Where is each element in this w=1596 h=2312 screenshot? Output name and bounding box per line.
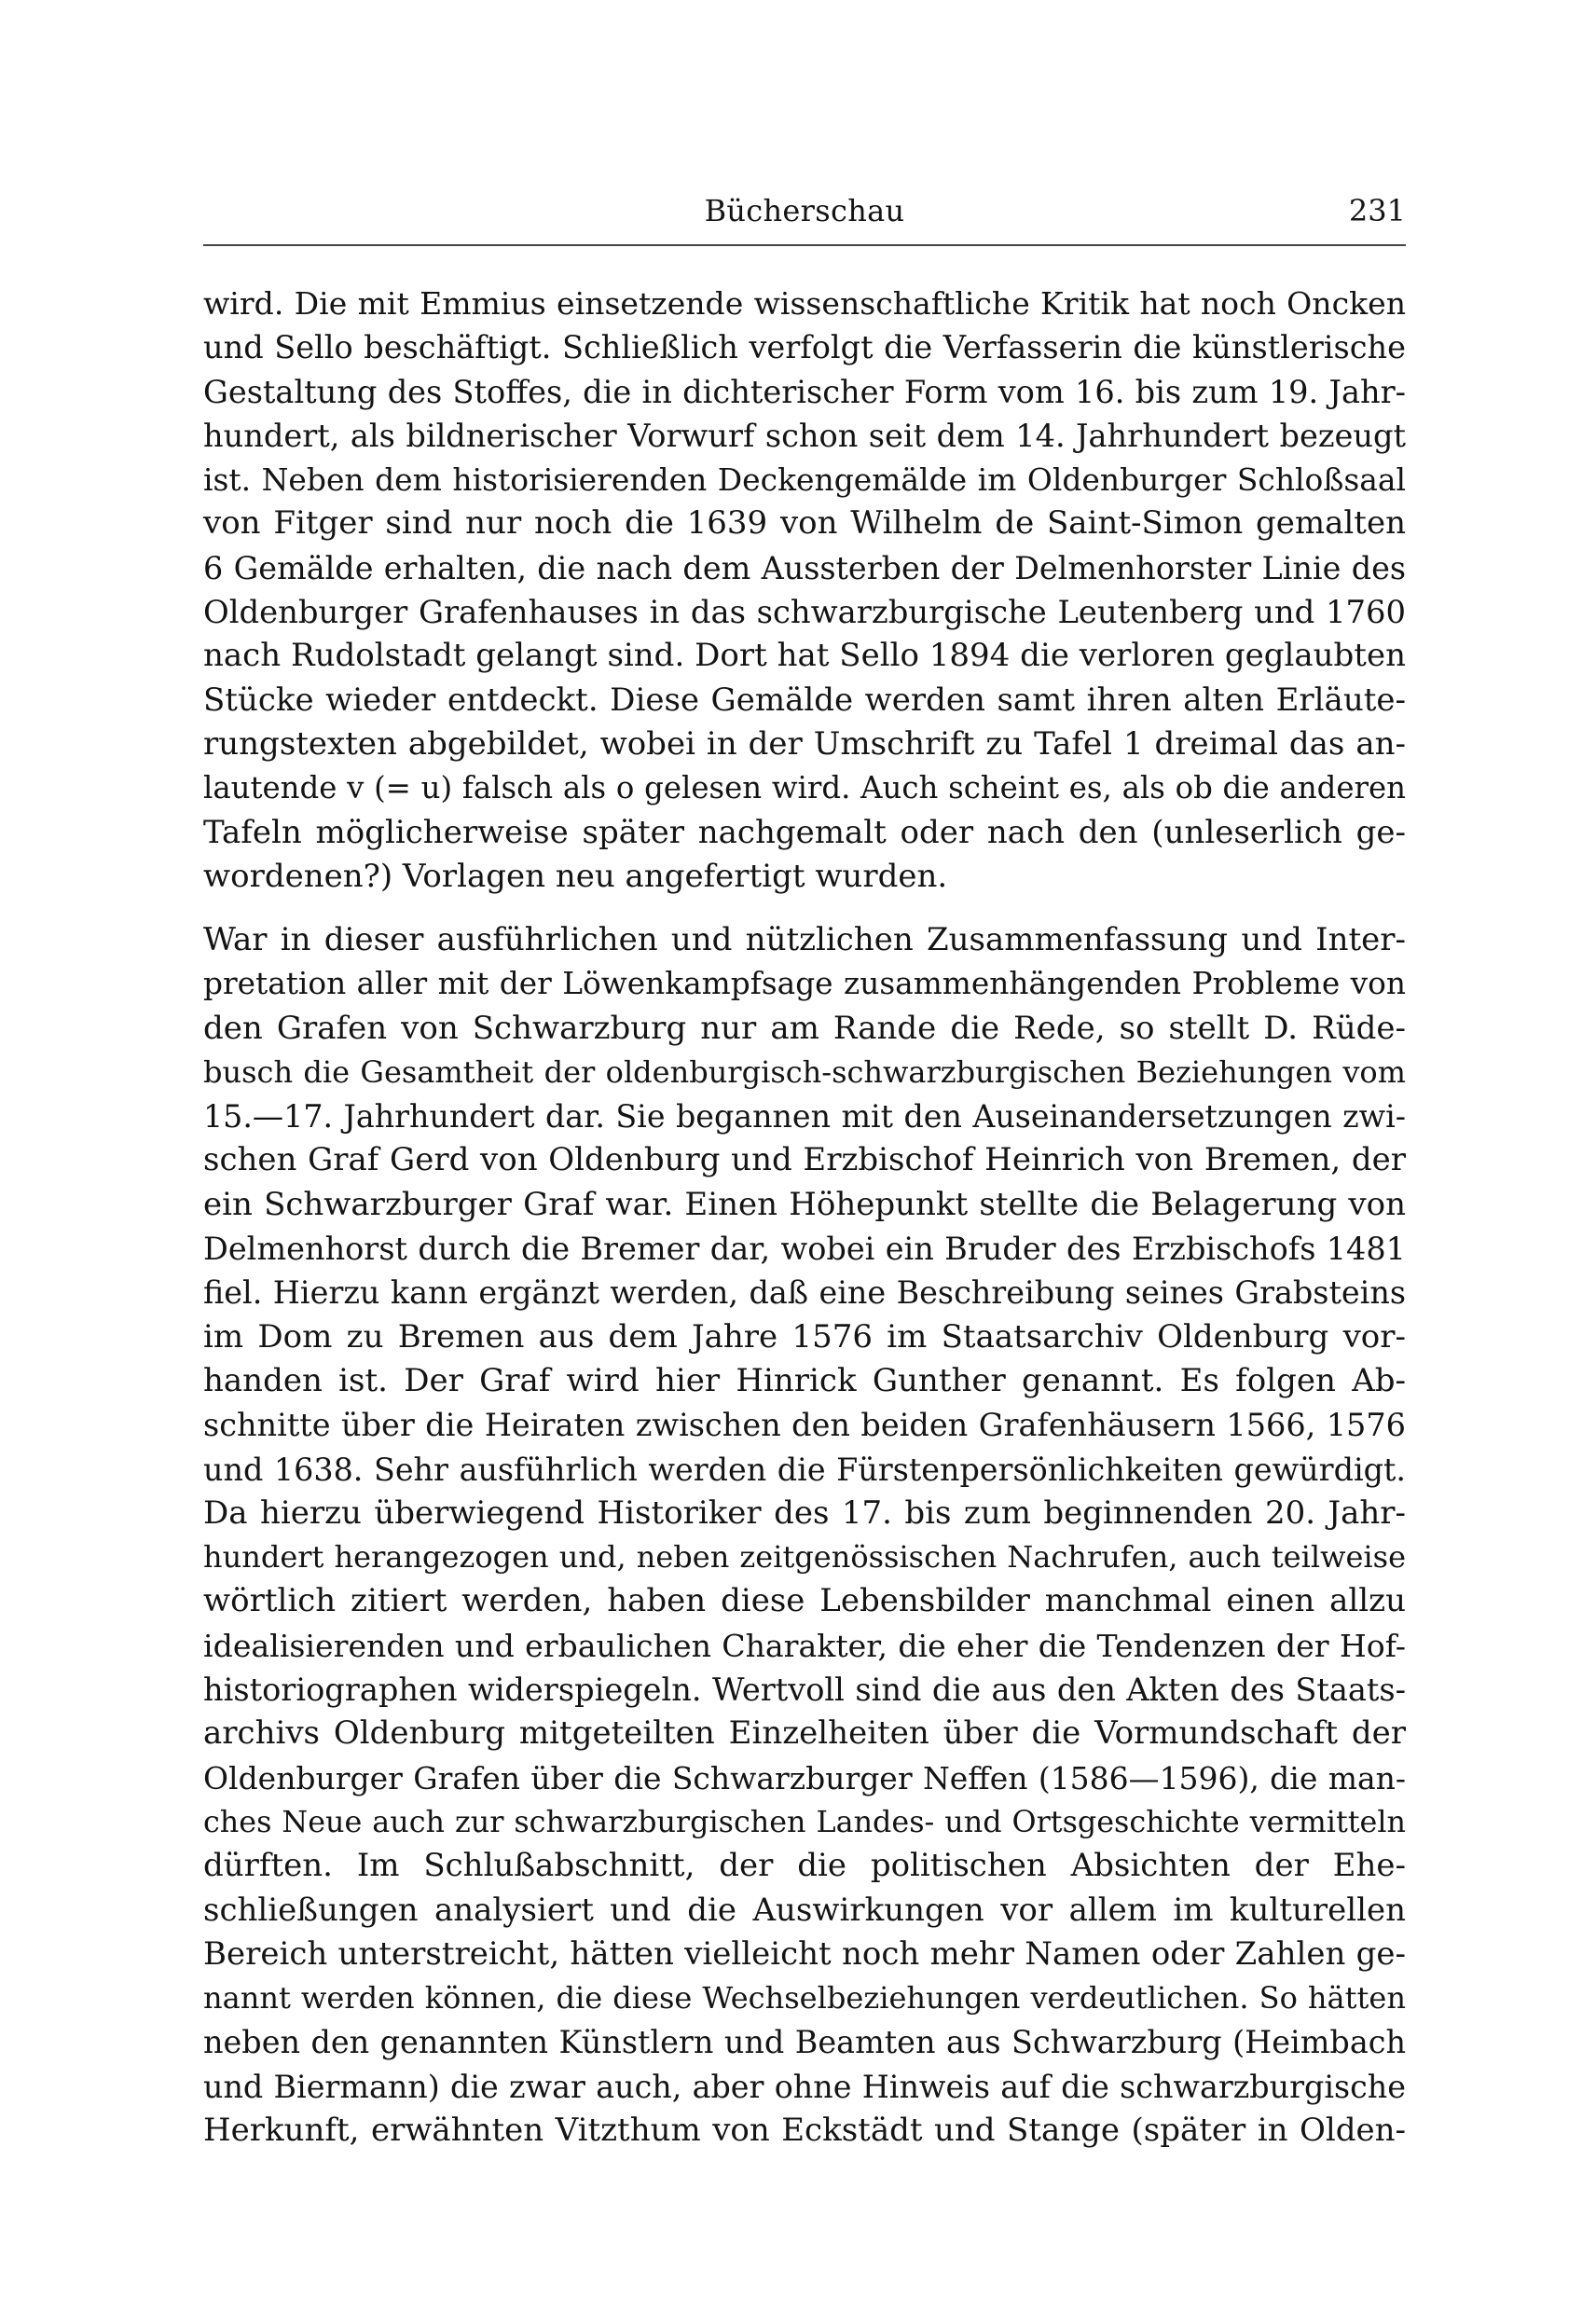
text-line: Oldenburger Grafenhauses in das schwarzburgische Leutenberg und 1760 [203, 594, 1406, 631]
text-line: idealisierenden und erbaulichen Charakter, die eher die Tendenzen der Hof- [203, 1627, 1406, 1664]
text-line: wird. Die mit Emmius einsetzende wissenschaftliche Kritik hat noch Oncken [203, 285, 1406, 322]
text-line: neben den genannten Künstlern und Beamten aus Schwarzburg (Heimbach [203, 2024, 1406, 2061]
text-line: von Fitger sind nur noch die 1639 von Wilhelm de Saint-Simon gemalten [203, 504, 1406, 543]
text-line: 6 Gemälde erhalten, die nach dem Aussterben der Delmenhorster Linie des [203, 549, 1406, 586]
text-line: busch die Gesamtheit der oldenburgisch-schwarzburgischen Beziehungen vom [203, 1053, 1406, 1090]
text-line: War in dieser ausführlichen und nützlichen Zusammenfassung und Inter- [203, 921, 1406, 958]
text-line: Delmenhorst durch die Bremer dar, wobei ein Bruder des Erzbischofs 1481 [203, 1231, 1406, 1268]
header-rule [203, 244, 1406, 246]
text-line: dürften. Im Schlußabschnitt, der die politischen Absichten der Ehe- [203, 1847, 1406, 1885]
text-line: den Grafen von Schwarzburg nur am Rande die Rede, so stellt D. Rüde- [203, 1009, 1406, 1047]
text-line: ein Schwarzburger Graf war. Einen Höhepunkt stellte die Belagerung von [203, 1185, 1406, 1223]
text-line: schnitte über die Heiraten zwischen den beiden Grafenhäusern 1566, 1576 [203, 1407, 1406, 1444]
text-line: lautende v (= u) falsch als o gelesen wird. Auch scheint es, als ob die anderen [203, 770, 1406, 806]
text-line: wörtlich zitiert werden, haben diese Lebensbilder manchmal einen allzu [203, 1582, 1406, 1620]
text-line: Stücke wieder entdeckt. Diese Gemälde werden samt ihren alten Erläute- [203, 681, 1406, 719]
text-line: schen Graf Gerd von Oldenburg und Erzbischof Heinrich von Bremen, der [203, 1141, 1406, 1179]
running-head [203, 183, 1406, 239]
text-line: Herkunft, erwähnten Vitzthum von Eckstädt und Stange (später in Olden- [203, 2112, 1406, 2150]
text-line: nannt werden können, die diese Wechselbeziehungen verdeutlichen. So hätten [203, 1980, 1406, 2016]
page-number: 231 [1348, 193, 1406, 228]
text-line: fiel. Hierzu kann ergänzt werden, daß eine Beschreibung seines Grabsteins [203, 1274, 1406, 1312]
paragraph-2 [203, 918, 1406, 2153]
text-line: Tafeln möglicherweise später nachgemalt oder nach den (unleserlich ge- [203, 813, 1406, 851]
text-line: hundert, als bildnerischer Vorwurf schon seit dem 14. Jahrhundert bezeugt [203, 417, 1406, 454]
text-line: und Biermann) die zwar auch, aber ohne Hinweis auf die schwarzburgische [203, 2068, 1406, 2105]
text-line: pretation aller mit der Löwenkampfsage zusammenhängenden Probleme von [203, 966, 1406, 1002]
text-line: ist. Neben dem historisierenden Deckengemälde im Oldenburger Schloßsaal [203, 461, 1406, 499]
text-line: schließungen analysiert und die Auswirkungen vor allem im kulturellen [203, 1891, 1406, 1929]
text-line: Gestaltung des Stoffes, die in dichterischer Form vom 16. bis zum 19. Jahr- [203, 373, 1406, 410]
text-line: hundert herangezogen und, neben zeitgenössischen Nachrufen, auch teilweise [203, 1539, 1406, 1576]
text-line: und Sello beschäftigt. Schließlich verfolgt die Verfasserin die künstlerische [203, 329, 1406, 366]
text-line: nach Rudolstadt gelangt sind. Dort hat Sello 1894 die verloren geglaubten [203, 637, 1406, 675]
text-line: wordenen?) Vorlagen neu angefertigt wurden. [203, 857, 948, 895]
text-line: im Dom zu Bremen aus dem Jahre 1576 im Staatsarchiv Oldenburg vor- [203, 1317, 1406, 1356]
text-line: historiographen widerspiegeln. Wertvoll sind die aus den Akten des Staats- [203, 1672, 1406, 1709]
text-line: ches Neue auch zur schwarzburgischen Landes- und Ortsgeschichte vermitteln [203, 1804, 1406, 1839]
text-line: handen ist. Der Graf wird hier Hinrick Gunther genannt. Es folgen Ab- [203, 1361, 1406, 1399]
text-line: archivs Oldenburg mitgeteilten Einzelheiten über die Vormundschaft der [203, 1714, 1406, 1753]
running-title: Bücherschau [704, 193, 905, 228]
text-line: rungstexten abgebildet, wobei in der Umschrift zu Tafel 1 dreimal das an- [203, 724, 1406, 763]
paragraph-1 [203, 282, 1406, 899]
text-line: Da hierzu überwiegend Historiker des 17. bis zum beginnenden 20. Jahr- [203, 1493, 1406, 1532]
text-line: Oldenburger Grafen über die Schwarzburger Neffen (1586—1596), die man- [203, 1759, 1406, 1796]
text-line: und 1638. Sehr ausführlich werden die Fürstenpersönlichkeiten gewürdigt. [203, 1451, 1406, 1488]
text-line: Bereich unterstreicht, hätten vielleicht noch mehr Namen oder Zahlen ge- [203, 1934, 1406, 1973]
text-line: 15.—17. Jahrhundert dar. Sie begannen mit den Auseinandersetzungen zwi- [203, 1098, 1406, 1135]
